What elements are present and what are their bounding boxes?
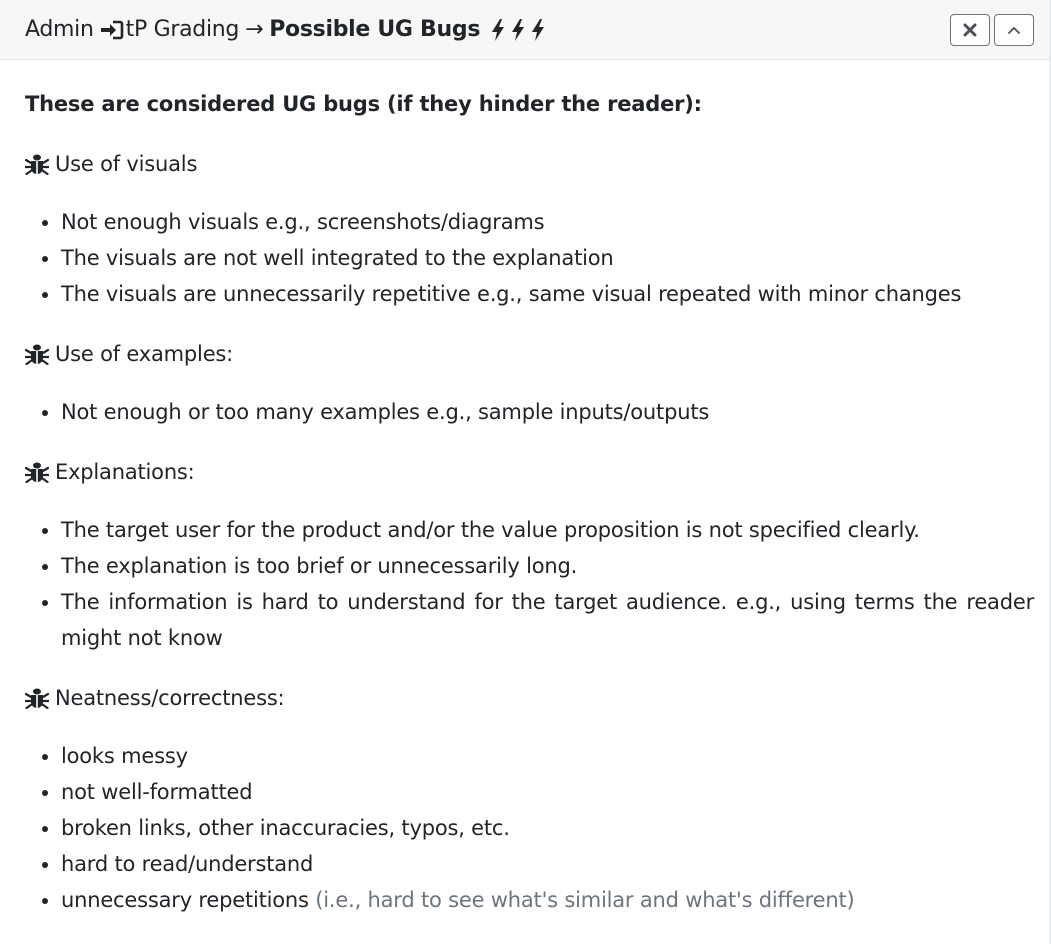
list-item-text: unnecessary repetitions bbox=[61, 888, 309, 912]
close-button[interactable] bbox=[950, 14, 990, 46]
list-item: • The information is hard to understand for the target audience. e.g., using terms the reader might not know bbox=[61, 584, 1034, 656]
intro-text: These are considered UG bugs (if they hinder the reader): bbox=[25, 92, 702, 116]
bug-list-examples bbox=[25, 394, 1034, 430]
list-item: • hard to read/understand bbox=[61, 846, 1034, 882]
bolt-icon bbox=[530, 19, 546, 41]
bug-icon bbox=[25, 687, 49, 709]
list-item: • not well-formatted bbox=[61, 774, 1034, 810]
bolt-icon bbox=[490, 19, 506, 41]
section-title-examples bbox=[25, 336, 1034, 372]
bug-list-explanations bbox=[25, 512, 1034, 656]
bolt-icon bbox=[510, 19, 526, 41]
close-icon bbox=[963, 23, 977, 37]
bug-icon bbox=[25, 461, 49, 483]
list-item: • The visuals are unnecessarily repetitive e.g., same visual repeated with minor changes bbox=[61, 276, 1034, 312]
bug-list-neatness bbox=[25, 738, 1034, 918]
header-buttons bbox=[950, 14, 1034, 46]
section-title-text: Use of examples: bbox=[55, 342, 234, 366]
section-title-visuals bbox=[25, 146, 1034, 182]
section-title-text: Use of visuals bbox=[55, 152, 198, 176]
panel-header bbox=[0, 0, 1050, 60]
bug-icon bbox=[25, 343, 49, 365]
sign-in-icon bbox=[100, 20, 124, 40]
breadcrumb bbox=[25, 17, 546, 42]
section-title-text: Explanations: bbox=[55, 460, 195, 484]
bug-list-visuals bbox=[25, 204, 1034, 312]
section-title-neatness bbox=[25, 680, 1034, 716]
list-item: • looks messy bbox=[61, 738, 1034, 774]
bug-icon bbox=[25, 153, 49, 175]
collapse-button[interactable] bbox=[994, 14, 1034, 46]
list-item bbox=[61, 882, 1034, 918]
list-item: • The visuals are not well integrated to the explanation bbox=[61, 240, 1034, 276]
section-title-explanations bbox=[25, 454, 1034, 490]
breadcrumb-tp-grading[interactable]: tP Grading bbox=[125, 17, 240, 42]
list-item: • Not enough visuals e.g., screenshots/diagrams bbox=[61, 204, 1034, 240]
panel-body bbox=[0, 86, 1050, 918]
list-item: • The explanation is too brief or unnecessarily long. bbox=[61, 548, 1034, 584]
breadcrumb-arrow: → bbox=[245, 17, 264, 42]
section-title-text: Neatness/correctness: bbox=[55, 686, 285, 710]
chevron-up-icon bbox=[1006, 24, 1022, 36]
breadcrumb-admin[interactable]: Admin bbox=[25, 17, 94, 42]
list-item: • The target user for the product and/or the value proposition is not specified clearly. bbox=[61, 512, 1034, 548]
bolt-icons bbox=[490, 19, 546, 41]
list-item: • Not enough or too many examples e.g., sample inputs/outputs bbox=[61, 394, 1034, 430]
page-title: Possible UG Bugs bbox=[269, 17, 481, 42]
list-item: • broken links, other inaccuracies, typos, etc. bbox=[61, 810, 1034, 846]
list-item-note: (i.e., hard to see what's similar and what's different) bbox=[315, 888, 855, 912]
